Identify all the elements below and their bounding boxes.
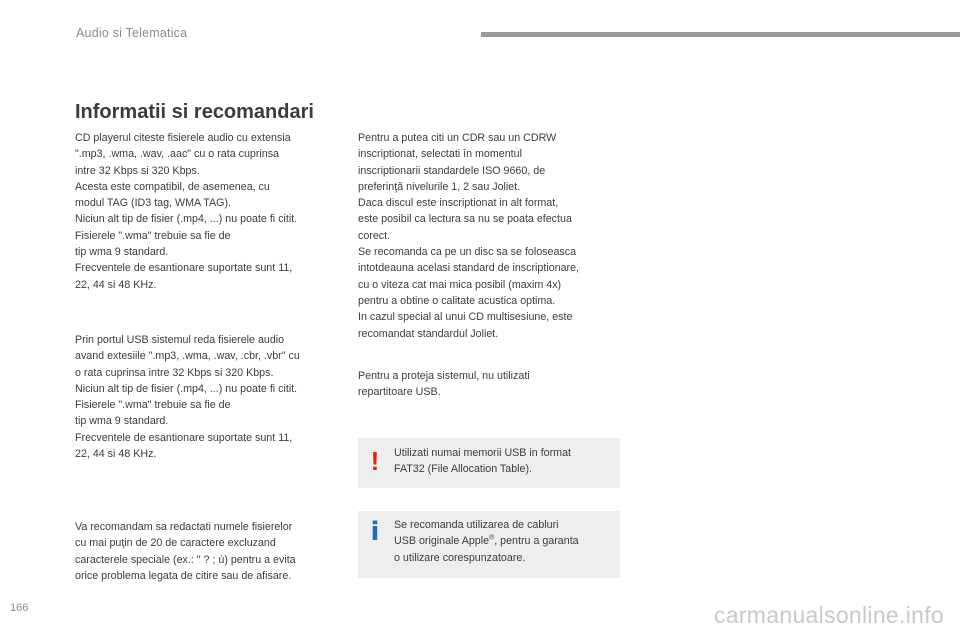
warning-note-box [358,438,620,488]
cd-formats-paragraph: CD playerul citeste fisierele audio cu extensia ".mp3, .wma, .wav, .aac" cu o rata cuprinsa intre 32 Kbps si 320 Kbps. Acesta este compatibil, de asemenea, cu modul TAG (ID3 tag, WMA TAG). Niciun alt tip de fisier (.mp4, ...) nu poate fi citit. Fisierele ".wma" trebuie sa fie de tip wma 9 standard. Frecventele de esantionare suportate sunt 11, 22, 44 si 48 KHz. [75,132,298,291]
watermark-link[interactable]: carmanualsonline.info [713,602,944,628]
cdr-recording-paragraph: Pentru a putea citi un CDR sau un CDRW inscriptionat, selectati în momentul inscriptionarii standardele ISO 9660, de preferinţă nivelurile 1, 2 sau Joliet. Daca discul este inscriptionat in alt format, este posibil ca lectura sa nu se poata efectua corect. Se recomanda ca pe un disc sa se foloseasca intotdeauna acelasi standard de inscriptionare, cu o viteza cat mai mica posibil (maxim 4x) pentru a obtine o calitate acustica optima. In cazul special al unui CD multisesiune, este recomandat standardul Joliet. [358,132,580,340]
section-title: Informatii si recomandari [75,101,314,123]
exclamation-icon: ! [370,446,380,476]
page-number: 166 [10,602,29,614]
info-icon: i [370,517,380,547]
header-divider-bar [481,32,960,37]
warning-note-text: Utilizati numai memorii USB in format FAT32 (File Allocation Table). [394,447,571,476]
page-header-title: Audio si Telematica [76,26,188,40]
filename-recommendation-paragraph: Va recomandam sa redactati numele fisierelor cu mai puţin de 20 de caractere excluzand caracterele speciale (ex.: " ? ; ù) pentru a evita orice problema legata de citire sau de afisare. [75,521,296,582]
info-note-text: Se recomanda utilizarea de cabluri USB originale Apple®, pentru a garanta o utilizare corespunzatoare. [394,519,579,564]
usb-formats-paragraph: Prin portul USB sistemul reda fisierele audio avand extesiile ".mp3, .wma, .wav, .cbr, .vbr" cu o rata cuprinsa intre 32 Kbps si 320 Kbps. Niciun alt tip de fisier (.mp4, ...) nu poate fi citit. Fisierele ".wma" trebuie sa fie de tip wma 9 standard. Frecventele de esantionare suportate sunt 11, 22, 44 si 48 KHz. [75,334,300,461]
usb-splitter-paragraph: Pentru a proteja sistemul, nu utilizati repartitoare USB. [358,370,530,399]
registered-mark: ® [489,534,495,542]
info-note-box [358,511,620,578]
